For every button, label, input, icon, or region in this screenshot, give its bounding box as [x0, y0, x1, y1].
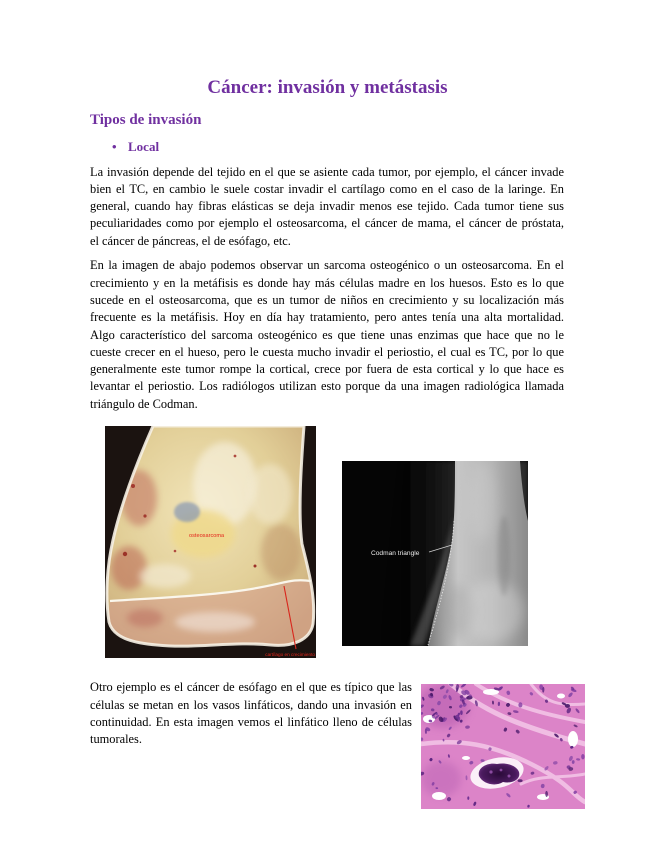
tissue-gap: [462, 756, 470, 760]
bullet-marker: •: [112, 139, 117, 154]
paragraph-line: peculiaridades como por ejemplo el osteosarcoma, el cáncer de mama, el cáncer de próstata,: [90, 216, 564, 231]
specimen-photo: [105, 426, 316, 658]
brown-area: [261, 524, 301, 580]
paragraph-line: Otro ejemplo es el cáncer de esófago en el que es típico que las: [90, 680, 412, 695]
tumor-density: [441, 585, 473, 637]
document-title: Cáncer: invasión y metástasis: [207, 77, 448, 98]
paragraph-line: levantar el periostio. Los radiólogos utilizan esto porque da una imagen radiológica llamada: [90, 379, 564, 394]
paragraph-line: crecimiento y en la metáfisis es donde hay más células madre en los huesos. Esto es lo que: [90, 275, 564, 290]
paragraph-line: el cáncer de páncreas, el de esófago, etc.: [90, 233, 291, 248]
paragraph-line: cueste crecer en el hueso, pero le cuesta mucho invadir el periostio, el cual es TC, por lo que: [90, 344, 564, 359]
histology-image: [421, 684, 585, 809]
red-spot: [143, 514, 146, 517]
paragraph-line: frecuente es la metáfisis. Hoy en día hay tratamiento, pero antes tenía una alta mortalidad.: [90, 310, 564, 325]
paragraph-line: La invasión depende del tejido en el que se asiente cada tumor, por ejemplo, el cáncer invade: [90, 164, 564, 179]
tumor-cell-cluster: [479, 763, 520, 784]
cortex-density: [468, 461, 496, 541]
paragraph-line: triángulo de Codman.: [90, 396, 198, 411]
bullet-item-local: [112, 138, 159, 156]
paragraph-line: continuidad. En esta imagen vemos el linfático lleno de células: [90, 714, 412, 729]
paragraph-line: bien el TC, en cambio le suele costar invadir el cartílago como en el caso de la laringe. En: [90, 181, 564, 196]
tissue-gap: [432, 792, 446, 800]
paragraph-invasion-tissue: [90, 164, 564, 250]
bone-texture: [105, 442, 315, 658]
paragraph-line: células se metan en los vasos linfáticos, dando una invasión en: [90, 697, 412, 712]
tissue-gap: [557, 694, 565, 699]
epiphysis-red: [127, 609, 163, 627]
bullet-label: Local: [128, 139, 160, 154]
paragraph-line: En la imagen de abajo podemos observar un sarcoma osteogénico o un osteosarcoma. En el: [90, 258, 564, 273]
codman-triangle-label: Codman triangle: [371, 550, 420, 557]
hemorrhagic-area: [111, 546, 147, 590]
bluish-patch: [174, 502, 200, 522]
growth-cartilage-label: cartílago en crecimiento: [265, 652, 315, 657]
pale-bone-area: [139, 564, 191, 588]
figure-histology-lymphatic: [421, 684, 585, 809]
osteosarcoma-label: osteosarcoma: [189, 533, 225, 539]
paragraph-line: Algo característico del sarcoma osteogénico es que tiene unas enzimas que hace que no le: [90, 327, 564, 342]
red-spot: [254, 565, 257, 568]
red-spot: [174, 550, 177, 553]
pale-bone-area: [248, 464, 292, 524]
section-heading: Tipos de invasión: [90, 112, 202, 128]
paragraph-line: general, cuando hay fibras elásticas se deja invadir menos ese tejido. Cada tumor tiene sus: [90, 199, 564, 214]
tumor-cell-nucleus: [489, 770, 492, 773]
paragraph-esophagus: [90, 679, 412, 748]
paragraph-osteosarcoma: [90, 257, 564, 413]
paragraph-line: generalmente este tumor rompe la cortical, crece por fuera de esta cortical y lo que hace es: [90, 362, 564, 377]
paragraph-line: tumorales.: [90, 732, 142, 747]
figure-osteosarcoma-specimen: [105, 426, 316, 658]
tumor-cell-nucleus: [508, 775, 511, 778]
tissue-gap: [568, 731, 578, 747]
red-spot: [131, 484, 135, 488]
xray-image: [342, 461, 528, 646]
medullary-streak: [498, 516, 510, 596]
figure-xray-codman-triangle: [342, 461, 528, 646]
red-spot: [123, 552, 127, 556]
red-spot: [234, 455, 237, 458]
epiphysis-pale: [175, 612, 255, 632]
tumor-cell-nucleus: [500, 769, 503, 772]
dense-cell-area: [421, 761, 461, 797]
paragraph-line: sucede en el osteosarcoma, que es un tumor de niños en crecimiento y su localización más: [90, 292, 564, 307]
